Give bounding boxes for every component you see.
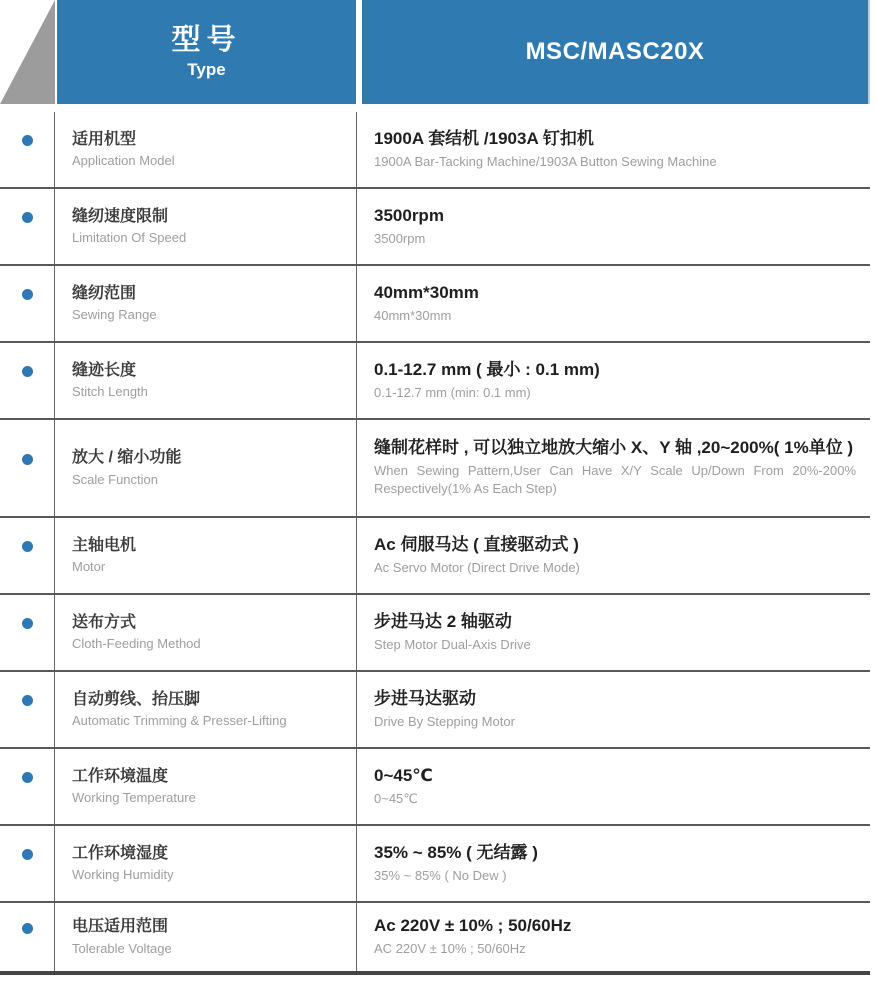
bullet-dot-icon	[22, 618, 33, 629]
spec-value-zh: 步进马达 2 轴驱动	[374, 611, 512, 631]
spec-value-zh: 0.1-12.7 mm ( 最小 : 0.1 mm)	[374, 359, 600, 379]
spec-label-zh: 放大 / 缩小功能	[72, 449, 182, 467]
bullet-dot-icon	[22, 212, 33, 223]
spec-value-cell	[357, 903, 870, 971]
spec-label-cell	[55, 420, 357, 516]
bullet-dot-icon	[22, 135, 33, 146]
spec-value-en: Step Motor Dual-Axis Drive	[374, 636, 531, 652]
spec-label-zh: 适用机型	[72, 130, 137, 148]
bullet-cell	[0, 903, 55, 971]
spec-label-en: Cloth-Feeding Method	[72, 636, 201, 652]
spec-value-cell	[357, 672, 870, 747]
table-row	[0, 826, 870, 903]
spec-label-cell	[55, 903, 357, 971]
spec-label-cell	[55, 343, 357, 418]
bullet-cell	[0, 595, 55, 670]
spec-label-cell	[55, 112, 357, 187]
spec-value-cell	[357, 826, 870, 901]
table-row	[0, 343, 870, 420]
spec-value-cell	[357, 112, 870, 187]
spec-value-zh: 3500rpm	[374, 205, 444, 225]
bullet-cell	[0, 189, 55, 264]
spec-label-zh: 主轴电机	[72, 536, 137, 554]
header-type-cell	[57, 0, 356, 104]
spec-value-cell	[357, 420, 870, 516]
spec-label-zh: 缝纫速度限制	[72, 207, 169, 225]
spec-value-en: When Sewing Pattern,User Can Have X/Y Scale Up/Down From 20%-200% Respectively(1% As Each Step)	[374, 463, 856, 497]
spec-label-en: Working Humidity	[72, 867, 174, 883]
spec-label-en: Stitch Length	[72, 384, 148, 400]
bullet-cell	[0, 826, 55, 901]
spec-label-en: Application Model	[72, 153, 175, 169]
spec-label-cell	[55, 266, 357, 341]
spec-value-cell	[357, 749, 870, 824]
type-label-zh: 型号	[171, 23, 242, 56]
bullet-dot-icon	[22, 923, 33, 934]
spec-value-zh: Ac 伺服马达 ( 直接驱动式 )	[374, 534, 579, 554]
spec-label-cell	[55, 826, 357, 901]
bullet-dot-icon	[22, 772, 33, 783]
spec-value-zh: 步进马达驱动	[374, 688, 476, 708]
spec-label-en: Limitation Of Speed	[72, 230, 187, 246]
spec-label-en: Automatic Trimming & Presser-Lifting	[72, 713, 287, 729]
table-row	[0, 112, 870, 189]
spec-label-cell	[55, 189, 357, 264]
bullet-cell	[0, 420, 55, 516]
spec-value-en: 1900A Bar-Tacking Machine/1903A Button Sewing Machine	[374, 153, 717, 169]
spec-label-zh: 缝迹长度	[72, 361, 137, 379]
bullet-dot-icon	[22, 541, 33, 552]
spec-label-en: Tolerable Voltage	[72, 940, 172, 956]
corner-triangle-decoration	[0, 0, 55, 104]
spec-label-zh: 工作环境湿度	[72, 844, 169, 862]
spec-table	[0, 112, 870, 975]
spec-value-cell	[357, 189, 870, 264]
spec-value-zh: 1900A 套结机 /1903A 钉扣机	[374, 128, 594, 148]
spec-value-cell	[357, 518, 870, 593]
table-row	[0, 903, 870, 975]
bullet-cell	[0, 518, 55, 593]
spec-label-zh: 缝纫范围	[72, 284, 137, 302]
bullet-cell	[0, 266, 55, 341]
spec-value-en: 40mm*30mm	[374, 307, 452, 323]
spec-value-zh: 40mm*30mm	[374, 282, 479, 302]
spec-label-en: Sewing Range	[72, 307, 157, 323]
spec-value-en: 0~45℃	[374, 790, 418, 806]
table-row	[0, 672, 870, 749]
spec-value-zh: Ac 220V ± 10% ; 50/60Hz	[374, 916, 572, 936]
spec-label-zh: 工作环境温度	[72, 767, 169, 785]
spec-label-en: Scale Function	[72, 471, 158, 487]
bullet-cell	[0, 672, 55, 747]
bullet-cell	[0, 343, 55, 418]
spec-label-cell	[55, 595, 357, 670]
table-row	[0, 420, 870, 518]
spec-label-cell	[55, 749, 357, 824]
spec-value-cell	[357, 266, 870, 341]
spec-value-cell	[357, 343, 870, 418]
bullet-dot-icon	[22, 849, 33, 860]
spec-value-cell	[357, 595, 870, 670]
spec-label-en: Working Temperature	[72, 790, 196, 806]
bullet-cell	[0, 112, 55, 187]
spec-label-zh: 送布方式	[72, 613, 137, 631]
bullet-dot-icon	[22, 454, 33, 465]
bullet-dot-icon	[22, 289, 33, 300]
spec-label-en: Motor	[72, 559, 106, 575]
spec-label-cell	[55, 672, 357, 747]
table-row	[0, 266, 870, 343]
bullet-dot-icon	[22, 366, 33, 377]
spec-value-en: 0.1-12.7 mm (min: 0.1 mm)	[374, 384, 531, 400]
spec-value-en: Drive By Stepping Motor	[374, 713, 515, 729]
spec-value-en: AC 220V ± 10% ; 50/60Hz	[374, 941, 526, 957]
spec-value-en: 35% ~ 85% ( No Dew )	[374, 867, 507, 883]
table-row	[0, 518, 870, 595]
spec-label-zh: 自动剪线、抬压脚	[72, 690, 201, 708]
header-model-cell	[362, 0, 870, 104]
model-name: MSC/MASC20X	[525, 38, 705, 65]
table-row	[0, 189, 870, 266]
bullet-dot-icon	[22, 695, 33, 706]
spec-value-en: 3500rpm	[374, 230, 426, 246]
spec-label-cell	[55, 518, 357, 593]
spec-value-en: Ac Servo Motor (Direct Drive Mode)	[374, 559, 580, 575]
spec-value-zh: 35% ~ 85% ( 无结露 )	[374, 842, 538, 862]
spec-value-zh: 缝制花样时 , 可以独立地放大缩小 X、Y 轴 ,20~200%( 1%单位 )	[374, 438, 854, 458]
type-label-en: Type	[187, 60, 226, 80]
table-row	[0, 595, 870, 672]
spec-label-zh: 电压适用范围	[72, 918, 169, 936]
table-row	[0, 749, 870, 826]
spec-value-zh: 0~45℃	[374, 765, 433, 785]
bullet-cell	[0, 749, 55, 824]
